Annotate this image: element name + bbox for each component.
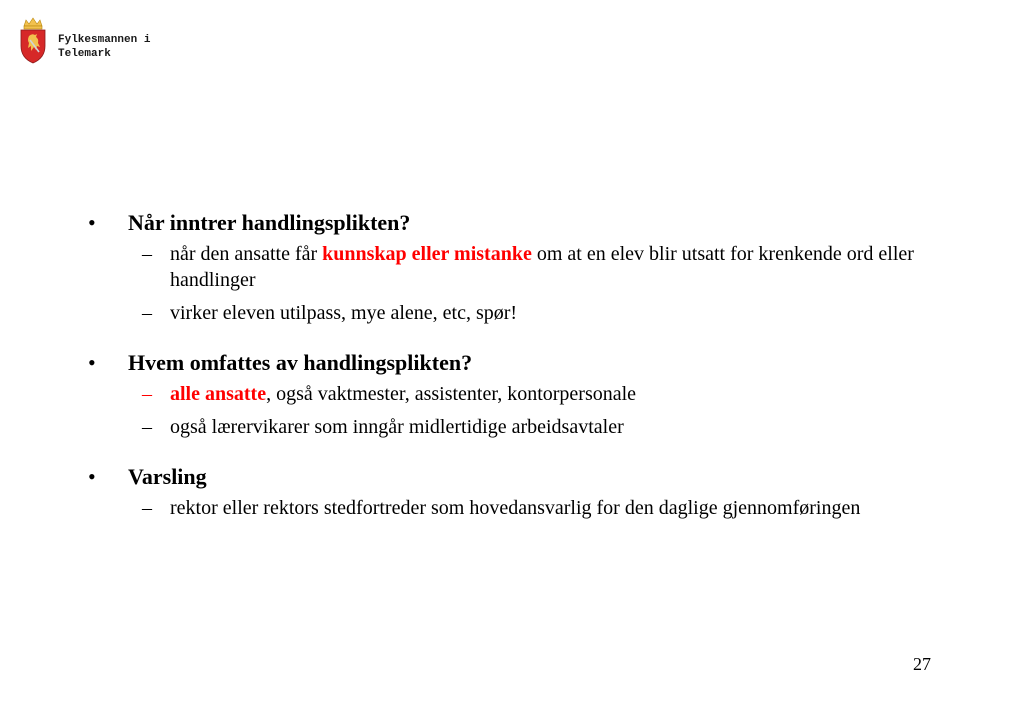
sub-item-text-before: når den ansatte får (170, 243, 323, 265)
sub-item (136, 381, 948, 407)
sub-list (136, 381, 948, 440)
bullet-heading (88, 348, 948, 378)
bullet-heading-text: Når inntrer handlingsplikten? (128, 210, 411, 235)
section-varsling (88, 462, 948, 521)
dash-marker: – (142, 416, 152, 438)
section-handlingsplikt-scope (88, 348, 948, 440)
org-name-line-1: Fylkesmannen i (58, 34, 151, 46)
sub-item-text (170, 241, 948, 293)
sub-item-text-after: , også vaktmester, assistenter, kontorpersonale (266, 383, 637, 405)
bullet-heading (88, 208, 948, 238)
sub-item (136, 414, 948, 440)
sub-item-text: også lærervikarer som inngår midlertidige arbeidsavtaler (170, 416, 624, 438)
section-handlingsplikt-timing (88, 208, 948, 326)
bullet-marker: • (88, 210, 96, 235)
sub-item-text (170, 381, 948, 407)
coat-of-arms-icon (18, 16, 48, 64)
sub-item (136, 241, 948, 293)
sub-item-text: virker eleven utilpass, mye alene, etc, spør! (170, 302, 518, 324)
sub-item-text-after: om at en elev blir utsatt for krenkende ord eller handlinger (170, 243, 914, 291)
bullet-marker: • (88, 350, 96, 375)
dash-marker: – (142, 497, 152, 519)
dash-marker: – (142, 302, 152, 324)
header (18, 16, 150, 64)
sub-item (136, 300, 948, 326)
sub-list (136, 241, 948, 326)
bullet-heading-text: Hvem omfattes av handlingsplikten? (128, 350, 473, 375)
bullet-heading-text: Varsling (128, 464, 207, 489)
organization-name (58, 33, 150, 61)
highlighted-text: alle ansatte (170, 383, 267, 405)
bullet-marker: • (88, 464, 96, 489)
dash-marker: – (142, 383, 152, 405)
sub-item-text: rektor eller rektors stedfortreder som hovedansvarlig for den daglige gjennomføringen (170, 497, 861, 519)
sub-list (136, 495, 948, 521)
sub-item (136, 495, 948, 521)
bullet-heading (88, 462, 948, 492)
highlighted-text: kunnskap eller mistanke (322, 243, 532, 265)
page-number: 27 (913, 654, 931, 674)
org-name-line-2: Telemark (58, 48, 111, 60)
slide-content (88, 208, 948, 543)
dash-marker: – (142, 243, 152, 265)
